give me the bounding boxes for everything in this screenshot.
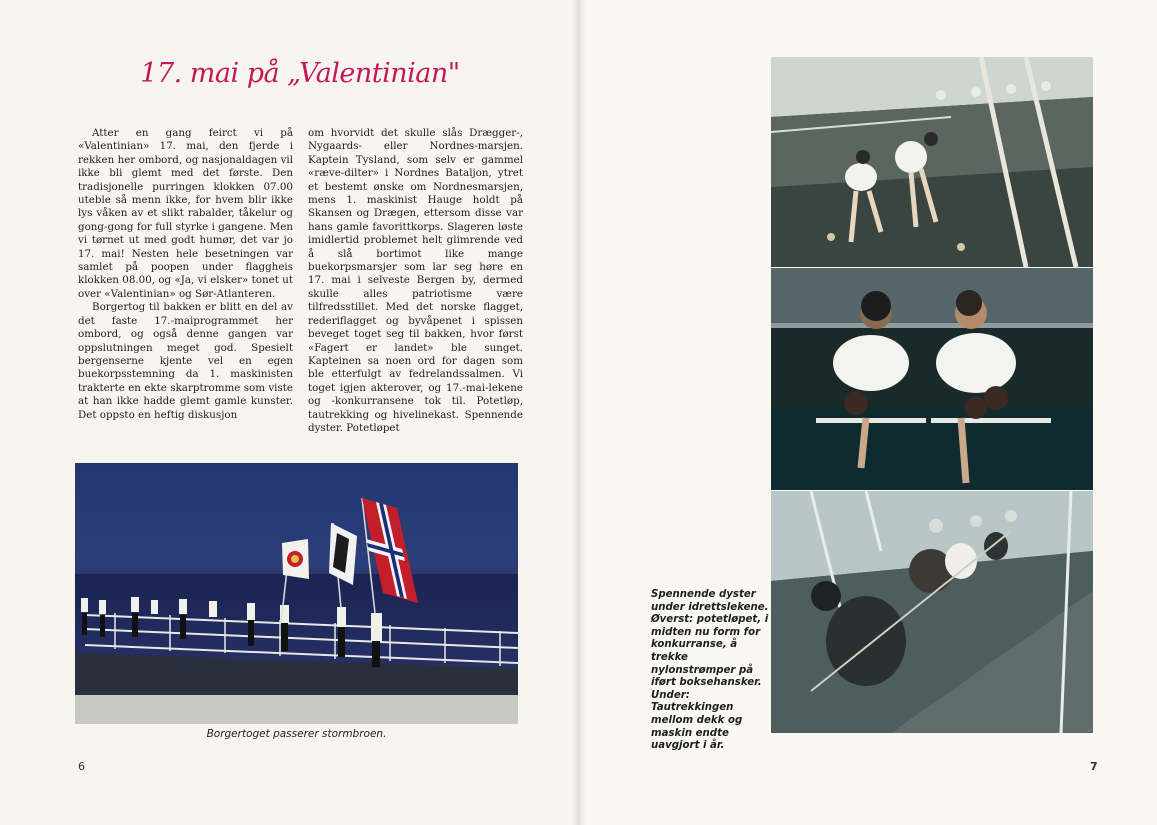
paragraph: Atter en gang feirct vi på «Valentinian» 17. mai, den fjerde i rekken her ombord, og nasjonaldagen vil ikke bli glemt med det første. Den tradisjonelle purringen klokken 07.00 uteble så menn ikke, for hvem blir ikke lys våken av et slikt rabalder, tåkelur og gong-gong for full styrke i gangene. Men vi tørnet ut med godt humør, det var jo 17. mai! Nesten hele besetningen var samlet på poopen under flaggheis klokken 08.00, og «Ja, vi elsker» tonet ut over «Valentinian» og Sør-Atlanteren. [78, 127, 293, 300]
stockings-contest-photo [771, 268, 1093, 490]
book-gutter [572, 0, 588, 825]
page-number-right: 7 [1090, 760, 1098, 773]
text-column-1 [78, 127, 293, 422]
parade-photo [75, 463, 518, 724]
photos-caption: Spennende dyster under idrettslekene. Øverst: potetløpet, i midten nu form for konkurranse, å trekke nylonstrømper på iført boksehansker. Under: Tautrekkingen mellom dekk og maskin endte uavgjort i år. [651, 589, 769, 752]
paragraph: om hvorvidt det skulle slås Drægger-, Nygaards- eller Nordnes-marsjen. Kaptein Tysland, som selv er gammel «ræve-dilter» i Nordnes Bataljon, ytret et bestemt ønske om Nordnesmarsjen, mens 1. maskinist Hauge holdt på Skansen og Drægen, ettersom disse var hans gamle favorittkorps. Slageren løste imidlertid problemet helt glimrende ved å slå bortimot like mange buekorpsmarsjer som lar seg høre en 17. mai i selveste Bergen by, dermed skulle alles patriotisme være tilfredsstillet. Med det norske flagget, rederiflagget og byvåpenet i spissen beveget toget seg til bakken, hvor først «Fagert er landet» ble sunget. Kapteinen sa noen ord for dagen som ble etterfulgt av fedrelandssalmen. Vi toget igjen akterover, og 17.-mai-lekene og -konkurransene tok til. Potetløp, tautrekking og hivelinekast. Spennende dyster. Potetløpet [308, 127, 523, 434]
potato-race-photo [771, 57, 1093, 267]
article-title: 17. mai på „Valentinian" [140, 58, 460, 89]
paragraph: Borgertog til bakken er blitt en del av det faste 17.-maiprogrammet her ombord, og også denne gangen var oppslutningen meget god. Spesielt bergenserne kjente vel en egen buekorpsstemning da 1. maskinisten trakterte en ekte skarptromme som viste at han ikke hadde glemt gamle kunster. Det oppsto en heftig diskusjon [78, 301, 293, 421]
page-number-left: 6 [78, 760, 85, 773]
tug-of-war-photo [771, 491, 1093, 733]
parade-photo-caption: Borgertoget passerer stormbroen. [206, 728, 387, 740]
text-column-2 [308, 127, 523, 435]
